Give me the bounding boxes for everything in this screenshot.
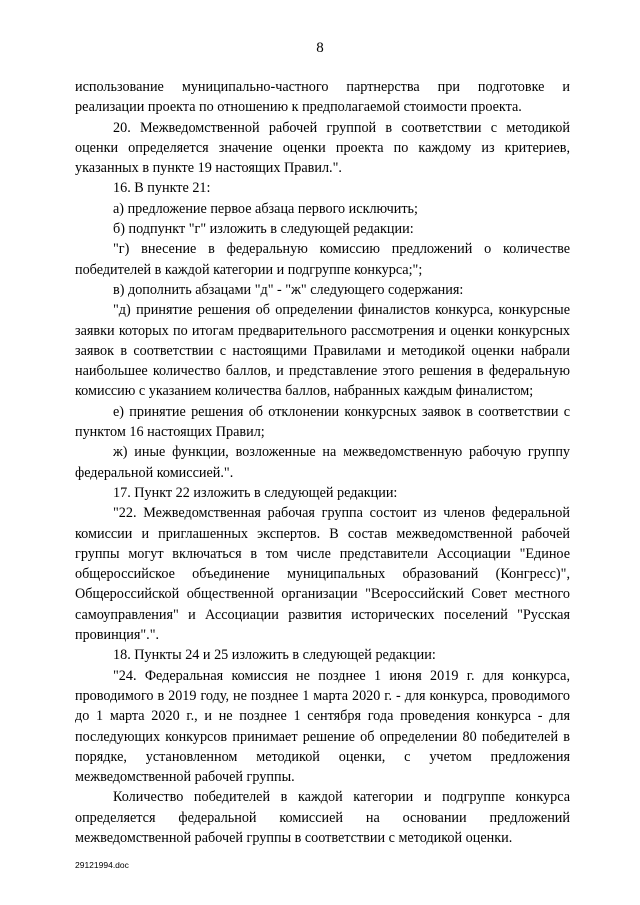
paragraph-item-24-text: "24. Федеральная комиссия не позднее 1 июня 2019 г. для конкурса, проводимого в 2019 году, не позднее 1 марта 2020 г. - для конкурса, проводимого до 1 марта 2020 г., и не позднее 1 сентября года проведения конкурса - для последующих конкурсов принимает решение об определении 80 победителей в порядке, установленном методикой оценки, с учетом предложения межведомственной рабочей группы. bbox=[75, 667, 570, 786]
paragraph-item-20: 20. Межведомственной рабочей группой в соответствии с методикой оценки определяется значение оценки проекта по каждому из критериев, указанных в пункте 19 настоящих Правил.". bbox=[75, 119, 570, 177]
paragraph-subitem-b: б) подпункт "г" изложить в следующей редакции: bbox=[113, 221, 414, 238]
paragraph-item-18: 18. Пункты 24 и 25 изложить в следующей редакции: bbox=[113, 647, 436, 664]
paragraph-subitem-zh-text: ж) иные функции, возложенные на межведомственную рабочую группу федеральной комиссией.". bbox=[75, 444, 570, 481]
document-body bbox=[75, 77, 570, 848]
footer-doc-id: 29121994.doc bbox=[75, 860, 129, 870]
paragraph-continuation: использование муниципально-частного партнерства при подготовке и реализации проекта по отношению к предполагаемой стоимости проекта. bbox=[75, 79, 570, 116]
paragraph-subitem-v: в) дополнить абзацами "д" - "ж" следующего содержания: bbox=[113, 281, 464, 298]
paragraph-item-17: 17. Пункт 22 изложить в следующей редакции: bbox=[113, 484, 398, 501]
paragraph-item-16: 16. В пункте 21: bbox=[113, 180, 211, 197]
paragraph-subitem-e-text: е) принятие решения об отклонении конкурсных заявок в соответствии с пунктом 16 настоящих Правил; bbox=[75, 403, 570, 441]
paragraph-subitem-a: а) предложение первое абзаца первого исключить; bbox=[113, 200, 418, 217]
paragraph-subitem-g-text: "г) внесение в федеральную комиссию предложений о количестве победителей в каждой категории и подгруппе конкурса;"; bbox=[75, 241, 570, 278]
paragraph-subitem-d-text: "д) принятие решения об определении финалистов конкурса, конкурсные заявки которых по итогам предварительного рассмотрения и оценки конкурсных заявок в соответствии с настоящими Правилами и методикой оценки набрали наибольшее количество баллов, и представление этого решения в федеральную комиссию с указанием количества баллов, набранных каждым финалистом; bbox=[75, 302, 570, 400]
paragraph-winners-count: Количество победителей в каждой категории и подгруппе конкурса определяется федеральной комиссией на основании предложений межведомственной рабочей группы в соответствии с методикой оценки. bbox=[75, 789, 570, 846]
paragraph-item-22-text: "22. Межведомственная рабочая группа состоит из членов федеральной комиссии и приглашенных экспертов. В состав межведомственной рабочей группы могут включаться в том числе представители Ассоциации "Единое общероссийское объединение муниципальных образований (Конгресс)", Общероссийской общественной организации "Всероссийский Совет местного самоуправления" и Ассоциации развития исторических поселений "Русская провинция".". bbox=[75, 505, 570, 644]
page-number: 8 bbox=[316, 40, 324, 56]
